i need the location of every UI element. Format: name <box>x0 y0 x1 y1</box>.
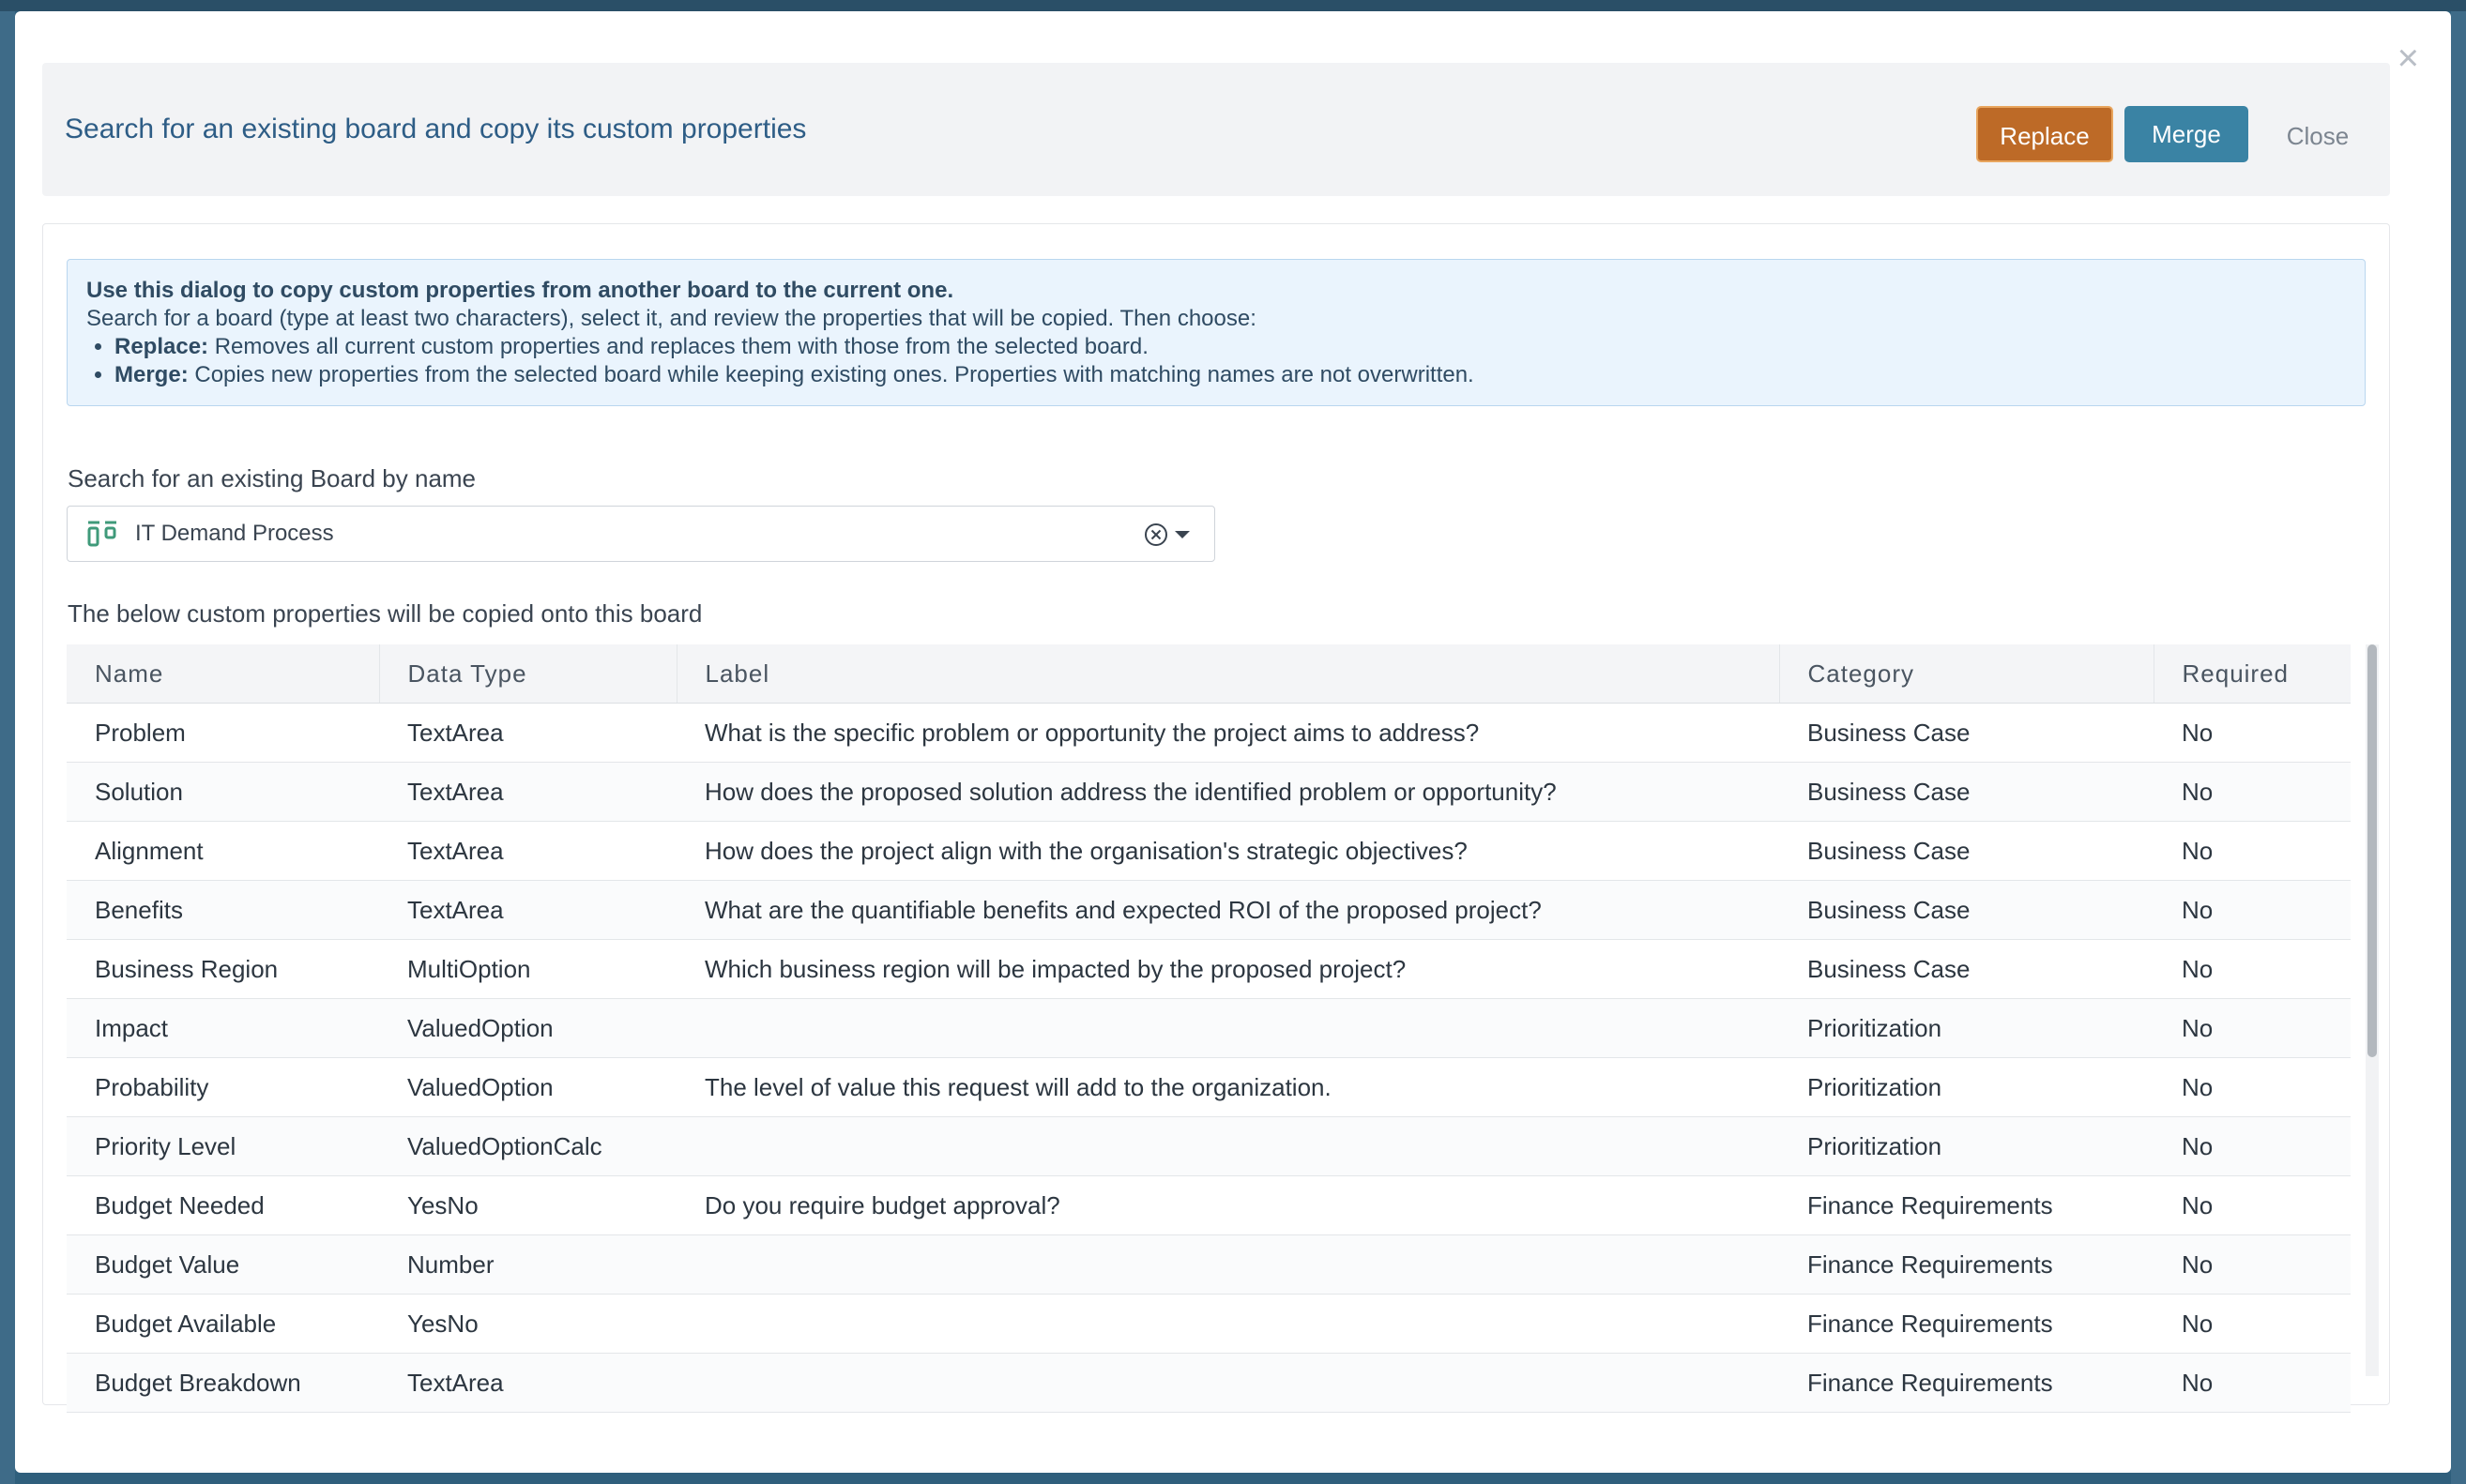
info-replace-desc: Removes all current custom properties and replaces them with those from the selected board. <box>208 334 1149 359</box>
cell-label: The level of value this request will add to the organization. <box>677 1058 1779 1117</box>
info-replace-term: Replace: <box>114 334 209 359</box>
board-search-select[interactable] <box>67 506 1215 562</box>
cell-label <box>677 1354 1779 1413</box>
info-intro: Use this dialog to copy custom properties from another board to the current one. <box>86 278 954 303</box>
table-row <box>67 1235 2351 1295</box>
cell-data-type: TextArea <box>379 704 677 763</box>
column-header-name[interactable]: Name <box>67 644 379 704</box>
table-row <box>67 822 2351 881</box>
table-header-row <box>67 644 2351 704</box>
cell-name: Problem <box>67 704 379 763</box>
info-options-list <box>86 333 2346 389</box>
search-selected-value: IT Demand Process <box>135 521 334 546</box>
cell-label <box>677 1235 1779 1295</box>
cell-category: Business Case <box>1779 940 2154 999</box>
info-replace-item <box>114 333 2346 361</box>
cell-label: Do you require budget approval? <box>677 1176 1779 1235</box>
chevron-down-icon[interactable] <box>1175 531 1190 538</box>
cell-category: Business Case <box>1779 704 2154 763</box>
cell-data-type: Number <box>379 1235 677 1295</box>
cell-data-type: TextArea <box>379 1354 677 1413</box>
cell-data-type: TextArea <box>379 763 677 822</box>
table-row <box>67 999 2351 1058</box>
background-top-nav <box>0 0 2466 11</box>
info-merge-term: Merge: <box>114 362 189 387</box>
search-label: Search for an existing Board by name <box>68 464 477 492</box>
cell-required: No <box>2154 1295 2351 1354</box>
table-caption: The below custom properties will be copied onto this board <box>68 599 703 628</box>
cell-name: Solution <box>67 763 379 822</box>
info-merge-desc: Copies new properties from the selected board while keeping existing ones. Properties with matching names are not overwritten. <box>188 362 1474 387</box>
properties-table <box>67 644 2351 1413</box>
table-scrollbar-thumb[interactable] <box>2367 644 2377 1057</box>
cell-required: No <box>2154 999 2351 1058</box>
cell-name: Budget Breakdown <box>67 1354 379 1413</box>
cell-data-type: ValuedOption <box>379 999 677 1058</box>
merge-button[interactable]: Merge <box>2124 106 2248 162</box>
cell-label: How does the proposed solution address the identified problem or opportunity? <box>677 763 1779 822</box>
info-instructions: Search for a board (type at least two characters), select it, and review the properties that will be copied. Then choose: <box>86 306 1256 331</box>
table-row <box>67 704 2351 763</box>
cell-name: Budget Needed <box>67 1176 379 1235</box>
cell-data-type: TextArea <box>379 881 677 940</box>
table-row <box>67 1354 2351 1413</box>
cell-category: Prioritization <box>1779 1058 2154 1117</box>
column-header-required[interactable]: Required <box>2154 644 2351 704</box>
replace-button[interactable]: Replace <box>1976 106 2113 162</box>
table-row <box>67 1058 2351 1117</box>
column-header-data-type[interactable]: Data Type <box>379 644 677 704</box>
cell-required: No <box>2154 704 2351 763</box>
cell-required: No <box>2154 763 2351 822</box>
cell-data-type: ValuedOption <box>379 1058 677 1117</box>
info-box <box>67 259 2366 406</box>
cell-name: Budget Available <box>67 1295 379 1354</box>
cell-data-type: ValuedOptionCalc <box>379 1117 677 1176</box>
table-row <box>67 881 2351 940</box>
table-row <box>67 1295 2351 1354</box>
cell-data-type: MultiOption <box>379 940 677 999</box>
column-header-category[interactable]: Category <box>1779 644 2154 704</box>
cell-category: Prioritization <box>1779 999 2154 1058</box>
cell-data-type: TextArea <box>379 822 677 881</box>
dialog-header <box>42 63 2390 196</box>
clear-icon[interactable] <box>1143 522 1169 548</box>
cell-category: Finance Requirements <box>1779 1295 2154 1354</box>
cell-category: Business Case <box>1779 763 2154 822</box>
cell-required: No <box>2154 940 2351 999</box>
cell-required: No <box>2154 1058 2351 1117</box>
cell-data-type: YesNo <box>379 1176 677 1235</box>
cell-label: Which business region will be impacted by the proposed project? <box>677 940 1779 999</box>
cell-label <box>677 1295 1779 1354</box>
column-header-label[interactable]: Label <box>677 644 1779 704</box>
cell-category: Prioritization <box>1779 1117 2154 1176</box>
table-scrollbar[interactable] <box>2366 644 2379 1376</box>
table-row <box>67 940 2351 999</box>
cell-name: Business Region <box>67 940 379 999</box>
dialog-title: Search for an existing board and copy its custom properties <box>65 114 807 144</box>
cell-name: Probability <box>67 1058 379 1117</box>
cell-required: No <box>2154 1117 2351 1176</box>
cell-required: No <box>2154 1354 2351 1413</box>
close-button[interactable]: Close <box>2286 122 2350 150</box>
cell-label <box>677 1117 1779 1176</box>
table-row <box>67 763 2351 822</box>
cell-label: What are the quantifiable benefits and expected ROI of the proposed project? <box>677 881 1779 940</box>
dialog-body <box>42 223 2390 1405</box>
cell-category: Finance Requirements <box>1779 1176 2154 1235</box>
info-merge-item <box>114 361 2346 389</box>
cell-category: Business Case <box>1779 822 2154 881</box>
cell-data-type: YesNo <box>379 1295 677 1354</box>
cell-category: Finance Requirements <box>1779 1235 2154 1295</box>
cell-name: Alignment <box>67 822 379 881</box>
close-icon[interactable]: × <box>2397 38 2419 79</box>
cell-name: Impact <box>67 999 379 1058</box>
cell-category: Finance Requirements <box>1779 1354 2154 1413</box>
cell-label: What is the specific problem or opportunity the project aims to address? <box>677 704 1779 763</box>
table-row <box>67 1176 2351 1235</box>
cell-name: Budget Value <box>67 1235 379 1295</box>
cell-label: How does the project align with the organisation's strategic objectives? <box>677 822 1779 881</box>
cell-required: No <box>2154 822 2351 881</box>
board-icon <box>86 520 118 548</box>
cell-required: No <box>2154 1235 2351 1295</box>
table-row <box>67 1117 2351 1176</box>
background-page-left <box>0 11 15 1484</box>
properties-table-container <box>67 644 2351 1397</box>
background-page-right <box>2451 11 2466 1484</box>
copy-properties-dialog <box>15 11 2451 1473</box>
cell-category: Business Case <box>1779 881 2154 940</box>
cell-required: No <box>2154 1176 2351 1235</box>
cell-name: Benefits <box>67 881 379 940</box>
cell-name: Priority Level <box>67 1117 379 1176</box>
cell-required: No <box>2154 881 2351 940</box>
cell-label <box>677 999 1779 1058</box>
